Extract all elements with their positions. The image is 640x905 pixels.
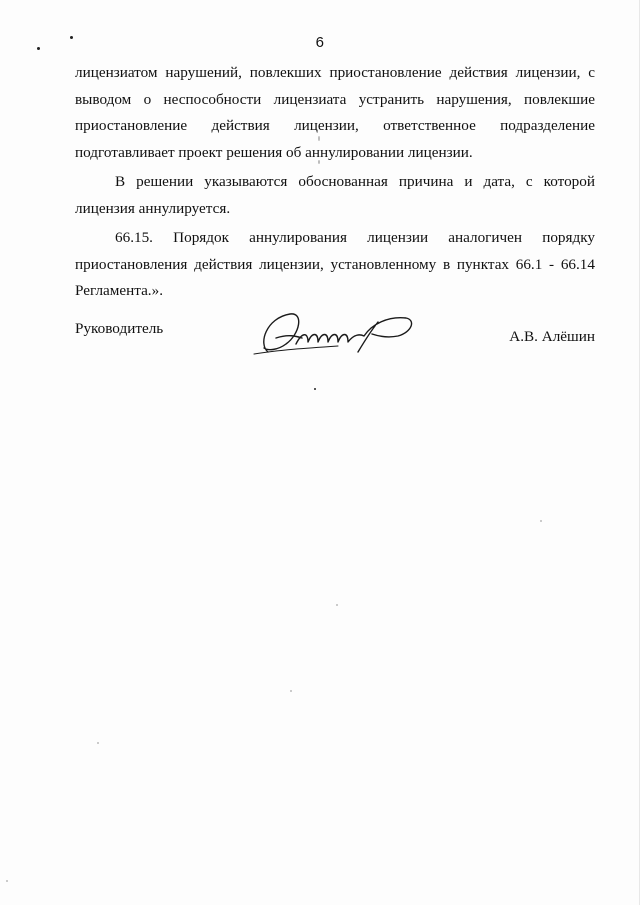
scan-speck	[540, 520, 542, 522]
signatory-role: Руководитель	[75, 320, 164, 337]
handwritten-signature	[238, 304, 423, 364]
scan-speck	[318, 160, 320, 164]
text-line: приостановление действия лицензии, ответственное подразделение	[75, 117, 595, 134]
text-line: 66.15. Порядок аннулирования лицензии аналогичен порядку	[115, 229, 595, 246]
text-line: лицензиатом нарушений, повлекших приостановление действия лицензии, с	[75, 64, 595, 81]
paragraph-3	[75, 225, 595, 305]
scan-speck	[6, 880, 8, 882]
scan-speck	[318, 136, 320, 141]
text-line: приостановления действия лицензии, установленному в пунктах 66.1 - 66.14	[75, 255, 595, 273]
text-line: В решении указываются обоснованная причина и дата, с которой	[115, 173, 595, 190]
paragraph-1	[75, 60, 595, 166]
text-line: лицензия аннулируется.	[75, 199, 231, 217]
text-line: подготавливает проект решения об аннулировании лицензии.	[75, 143, 473, 161]
scan-speck	[314, 388, 316, 390]
scan-speck	[290, 690, 292, 692]
text-line: выводом о неспособности лицензиата устранить нарушения, повлекшие	[75, 90, 595, 108]
scan-speck	[70, 36, 73, 39]
scan-speck	[336, 604, 338, 606]
signatory-name: А.В. Алёшин	[509, 328, 595, 345]
paragraph-2	[75, 169, 595, 222]
signature-block	[75, 318, 595, 368]
scan-speck	[37, 47, 40, 50]
page-number: 6	[315, 34, 325, 51]
text-line: Регламента.».	[75, 282, 163, 299]
scan-speck	[97, 742, 99, 744]
document-body	[75, 60, 595, 305]
